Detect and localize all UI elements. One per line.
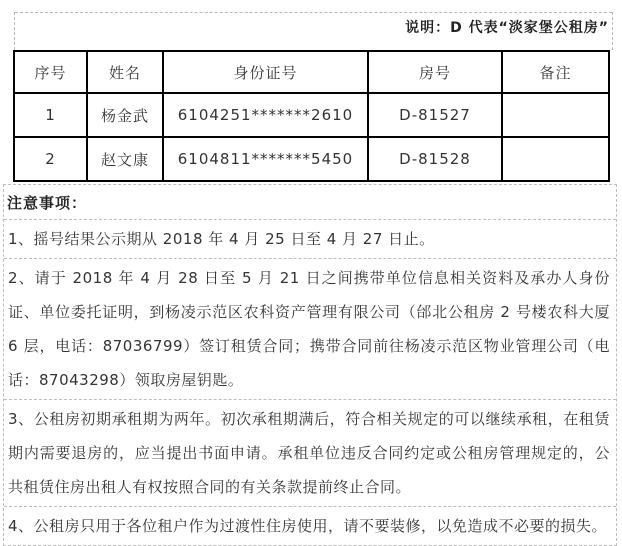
cell-remarks xyxy=(502,137,609,181)
table-row xyxy=(14,93,609,137)
header-id-number: 身份证号 xyxy=(163,51,368,93)
top-note-block xyxy=(14,12,613,50)
note-item-4: 4、公租房只用于各位租户作为过渡性住房使用，请不要装修，以免造成不必要的损失。 xyxy=(4,506,616,545)
cell-room-number: D-81528 xyxy=(368,137,502,181)
housing-roster-table xyxy=(13,50,610,182)
header-room-number: 房号 xyxy=(368,51,502,93)
cell-serial-number: 1 xyxy=(14,93,87,137)
note-item-3: 3、公租房初期承租期为两年。初次承租期满后，符合相关规定的可以继续承租，在租赁期内需要退房的，应当提出书面申请。承租单位违反合同约定或公租房管理规定的，公共租赁住房出租人有权按照合同的有关条款提前终止合同。 xyxy=(4,399,616,506)
cell-name: 赵文康 xyxy=(87,137,163,181)
header-name: 姓名 xyxy=(87,51,163,93)
header-remarks: 备注 xyxy=(502,51,609,93)
cell-room-number: D-81527 xyxy=(368,93,502,137)
cell-name: 杨金武 xyxy=(87,93,163,137)
header-serial-number: 序号 xyxy=(14,51,87,93)
legend-note: 说明：D 代表“淡家堡公租房” xyxy=(15,12,612,37)
cell-id-number: 6104251*******2610 xyxy=(163,93,368,137)
notes-title: 注意事项： xyxy=(7,194,88,212)
table-row xyxy=(14,137,609,181)
notes-section xyxy=(3,184,617,546)
note-item-1: 1、摇号结果公示期从 2018 年 4 月 25 日至 4 月 27 日止。 xyxy=(4,219,616,258)
cell-remarks xyxy=(502,93,609,137)
note-item-2: 2、请于 2018 年 4 月 28 日至 5 月 21 日之间携带单位信息相关资料及承办人身份证、单位委托证明，到杨凌示范区农科资产管理有限公司（邰北公租房 2 号楼农科大厦 6 层，电话：87036799）签订租赁合同；携带合同前往杨凌示范区物业管理公司（电话：87043298）领取房屋钥匙。 xyxy=(4,258,616,399)
cell-id-number: 6104811*******5450 xyxy=(163,137,368,181)
cell-serial-number: 2 xyxy=(14,137,87,181)
table-header-row xyxy=(14,51,609,93)
